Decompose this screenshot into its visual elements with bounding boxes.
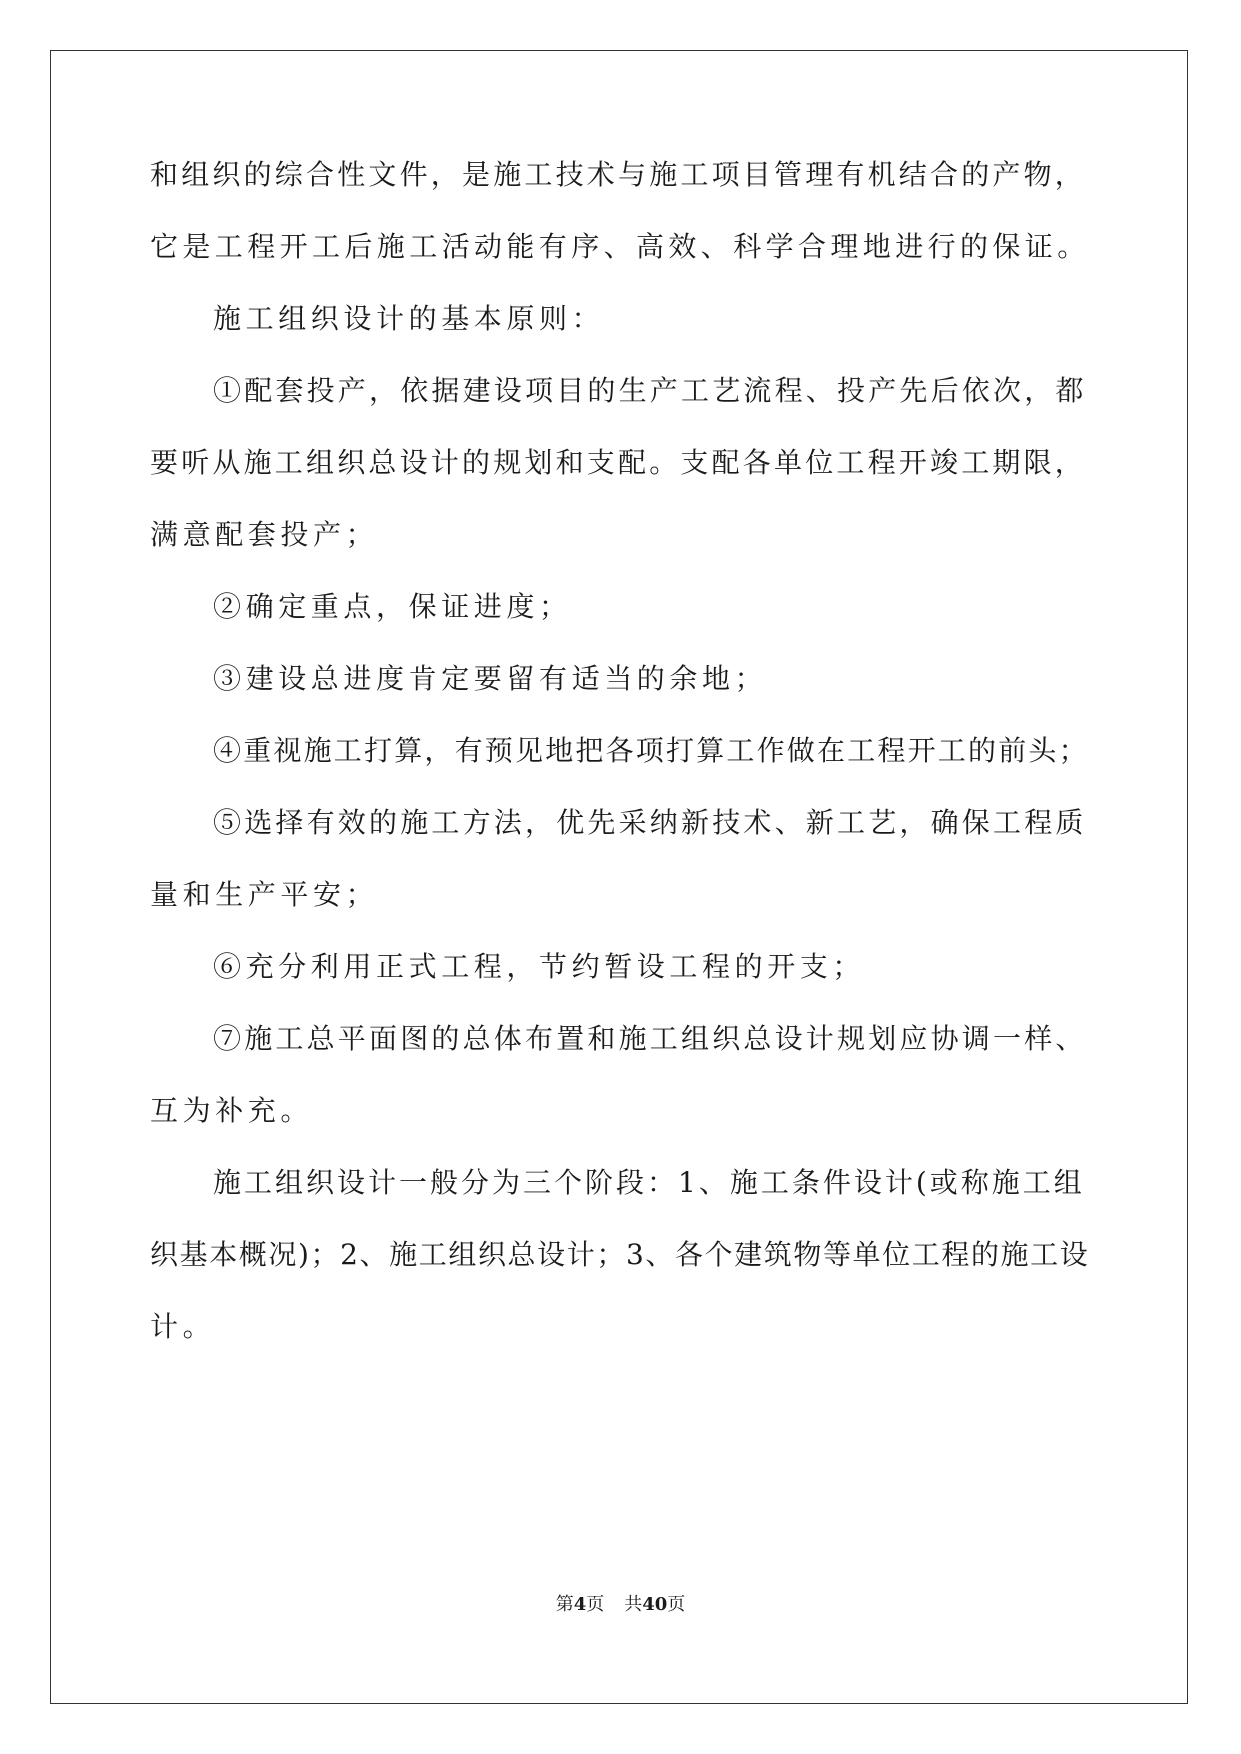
list-item: ⑤选择有效的施工方法，优先采纳新技术、新工艺，确保工程质 xyxy=(213,806,1087,839)
footer-total-suffix: 页 xyxy=(667,1594,686,1615)
text-line: 满意配套投产； xyxy=(150,518,379,551)
text-line: 和组织的综合性文件，是施工技术与施工项目管理有机结合的产物， xyxy=(150,158,1087,191)
list-item: ⑥充分利用正式工程，节约暂设工程的开支； xyxy=(213,950,866,983)
list-item: ②确定重点，保证进度； xyxy=(213,590,572,623)
list-item: ④重视施工打算，有预见地把各项打算工作做在工程开工的前头； xyxy=(213,734,1089,767)
text-line: 量和生产平安； xyxy=(150,878,379,911)
list-item: ⑦施工总平面图的总体布置和施工组织总设计规划应协调一样、 xyxy=(213,1022,1087,1055)
list-item: ③建设总进度肯定要留有适当的余地； xyxy=(213,662,768,695)
list-item: ①配套投产，依据建设项目的生产工艺流程、投产先后依次，都 xyxy=(213,374,1087,407)
paragraph-start: 施工组织设计一般分为三个阶段：1、施工条件设计(或称施工组 xyxy=(213,1166,1085,1199)
footer-prefix: 第 xyxy=(555,1594,574,1615)
section-heading: 施工组织设计的基本原则： xyxy=(213,302,605,335)
page-number: 4 xyxy=(573,1594,587,1615)
text-line: 要听从施工组织总设计的规划和支配。支配各单位工程开竣工期限， xyxy=(150,446,1087,479)
text-line: 互为补充。 xyxy=(150,1094,314,1127)
text-line: 计。 xyxy=(150,1310,216,1343)
footer-page-suffix: 页 xyxy=(586,1594,605,1615)
text-line: 织基本概况)；2、施工组织总设计；3、各个建筑物等单位工程的施工设 xyxy=(150,1238,1090,1271)
page-footer xyxy=(0,1593,1241,1617)
footer-total-prefix: 共 xyxy=(624,1594,643,1615)
text-line: 它是工程开工后施工活动能有序、高效、科学合理地进行的保证。 xyxy=(150,230,1090,263)
total-pages: 40 xyxy=(642,1594,668,1615)
